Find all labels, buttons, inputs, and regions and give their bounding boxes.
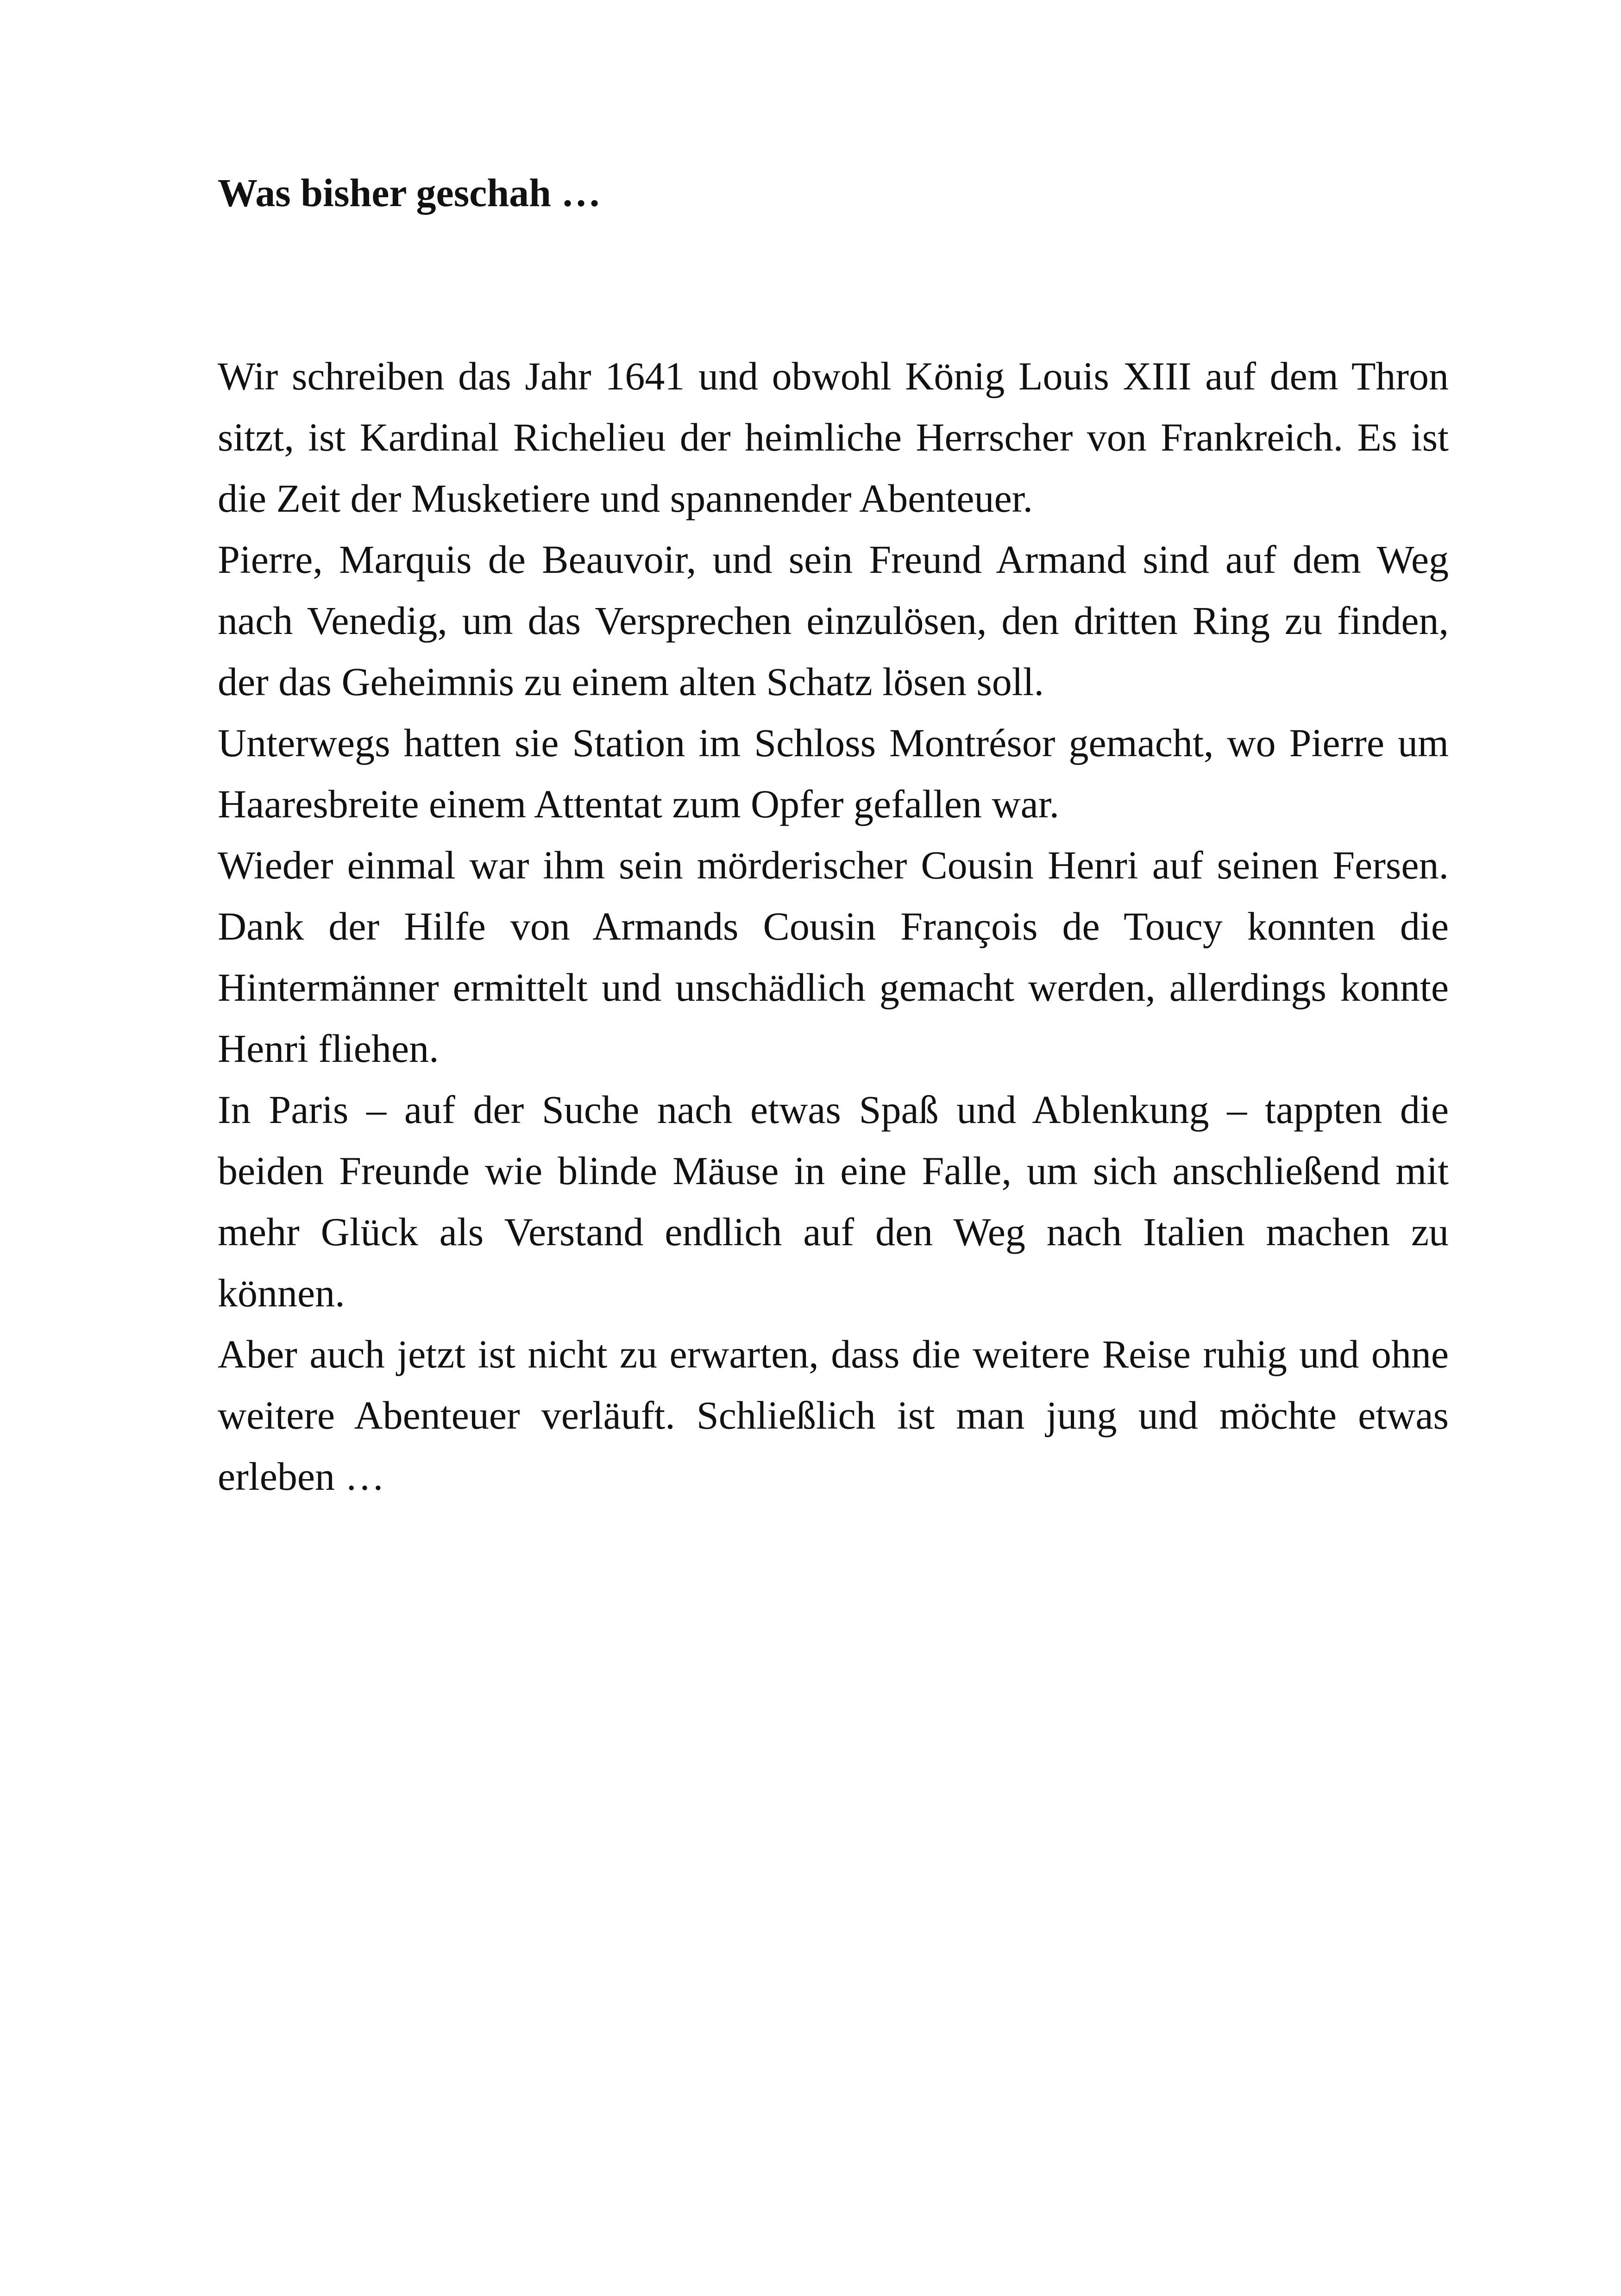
paragraph-montresor: Unterwegs hatten sie Station im Schloss Montrésor gemacht, wo Pierre um Haaresbreite einem Attentat zum Opfer gefallen war. xyxy=(218,721,1449,826)
page-content xyxy=(218,162,1449,1507)
paragraph-outlook: Aber auch jetzt ist nicht zu erwarten, dass die weitere Reise ruhig und ohne weitere Abenteuer verläuft. Schließlich ist man jung und möchte etwas erleben … xyxy=(218,1332,1449,1499)
paragraph-intro: Wir schreiben das Jahr 1641 und obwohl König Louis XIII auf dem Thron sitzt, ist Kardinal Richelieu der heimliche Herrscher von Frankreich. Es ist die Zeit der Musketiere und spannender Abenteuer. xyxy=(218,354,1449,521)
paragraph-journey: Pierre, Marquis de Beauvoir, und sein Freund Armand sind auf dem Weg nach Venedig, um das Versprechen einzulösen, den dritten Ring zu finden, der das Geheimnis zu einem alten Schatz lösen soll. xyxy=(218,537,1449,704)
section-heading: Was bisher geschah … xyxy=(218,170,601,215)
body-text xyxy=(218,345,1449,1507)
paragraph-henri: Wieder einmal war ihm sein mörderischer Cousin Henri auf seinen Fersen. Dank der Hilfe von Armands Cousin François de Toucy konnten die Hintermänner ermittelt und unschädlich gemacht werden, allerdings konnte Henri fliehen. xyxy=(218,843,1449,1071)
paragraph-paris: In Paris – auf der Suche nach etwas Spaß und Ablenkung – tappten die beiden Freunde wie blinde Mäuse in eine Falle, um sich anschließend mit mehr Glück als Verstand endlich auf den Weg nach Italien machen zu können. xyxy=(218,1087,1449,1315)
